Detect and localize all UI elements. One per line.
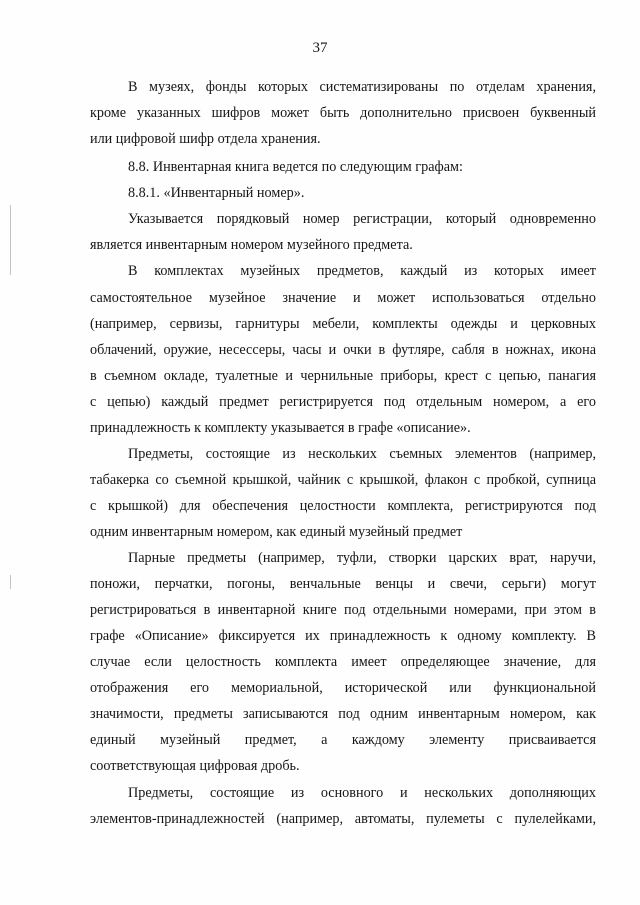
text-line: 8.8.1. «Инвентарный номер». <box>128 185 305 201</box>
text-line: Указывается порядковый номер регистрации, который одновременно <box>128 211 596 227</box>
text-line: графе «Описание» фиксируется их принадлежность к одному комплекту. В <box>90 628 596 644</box>
text-line: элементов-принадлежностей (например, автоматы, пулеметы с пулелейками, <box>90 811 596 827</box>
text-line: с цепью) каждый предмет регистрируется под отдельным номером, а его <box>90 394 596 410</box>
text-line: облачений, оружие, несессеры, часы и очки в футляре, сабля в ножнах, икона <box>90 342 596 358</box>
text-line: одним инвентарным номером, как единый музейный предмет <box>90 524 463 540</box>
scan-artifact <box>10 575 11 589</box>
text-line: поножи, перчатки, погоны, венчальные венцы и свечи, серьги) могут <box>90 576 596 592</box>
text-line: регистрироваться в инвентарной книге под отдельными номерами, при этом в <box>90 602 596 618</box>
text-line: является инвентарным номером музейного предмета. <box>90 237 413 253</box>
text-line: единый музейный предмет, а каждому элементу присваивается <box>90 732 596 748</box>
scan-artifact <box>10 205 11 275</box>
text-line: или цифровой шифр отдела хранения. <box>90 131 321 147</box>
text-line: кроме указанных шифров может быть дополнительно присвоен буквенный <box>90 105 596 121</box>
page-number: 37 <box>312 40 328 56</box>
text-line: с крышкой) для обеспечения целостности комплекта, регистрируются под <box>90 498 596 514</box>
text-line: случае если целостность комплекта имеет определяющее значение, для <box>90 654 596 670</box>
text-line: Предметы, состоящие из основного и нескольких дополняющих <box>128 785 596 801</box>
text-line: (например, сервизы, гарнитуры мебели, комплекты одежды и церковных <box>90 316 596 332</box>
text-line: 8.8. Инвентарная книга ведется по следующим графам: <box>128 159 463 175</box>
text-line: соответствующая цифровая дробь. <box>90 758 300 774</box>
text-line: Предметы, состоящие из нескольких съемных элементов (например, <box>128 446 596 462</box>
text-line: Парные предметы (например, туфли, створки царских врат, наручи, <box>128 550 596 566</box>
text-line: табакерка со съемной крышкой, чайник с крышкой, флакон с пробкой, супница <box>90 472 596 488</box>
text-line: В комплектах музейных предметов, каждый из которых имеет <box>128 263 596 279</box>
text-line: принадлежность к комплекту указывается в графе «описание». <box>90 420 471 436</box>
text-line: В музеях, фонды которых систематизированы по отделам хранения, <box>128 79 596 95</box>
text-line: отображения его мемориальной, исторической или функциональной <box>90 680 596 696</box>
text-line: значимости, предметы записываются под одним инвентарным номером, как <box>90 706 596 722</box>
text-line: самостоятельное музейное значение и может использоваться отдельно <box>90 290 596 306</box>
text-line: в съемном окладе, туалетные и чернильные приборы, крест с цепью, панагия <box>90 368 596 384</box>
